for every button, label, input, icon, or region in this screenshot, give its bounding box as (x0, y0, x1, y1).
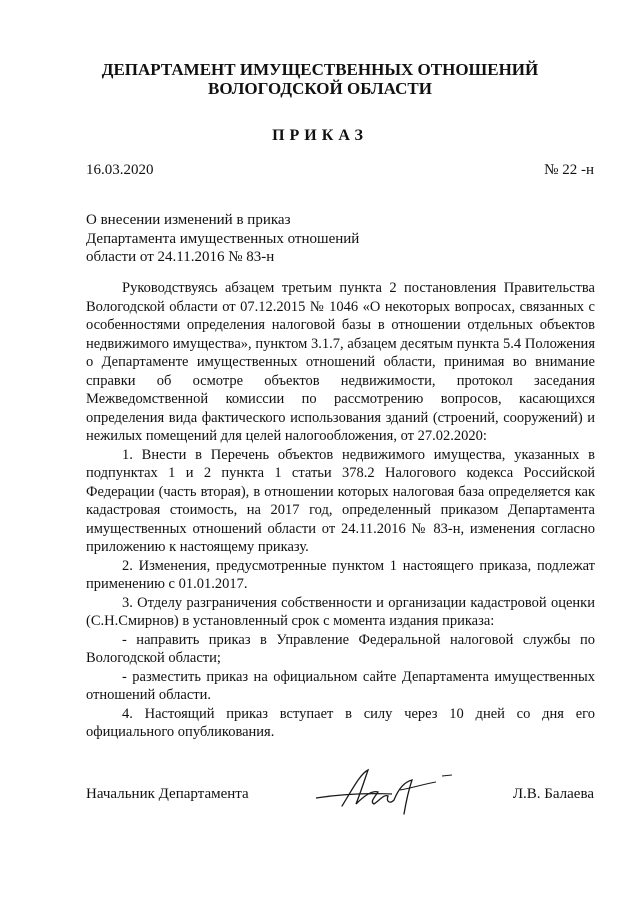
clause-3: 3. Отделу разграничения собственности и организации кадастровой оценки (С.Н.Смирнов) в установленный срок с момента издания приказа: (86, 594, 595, 629)
clause-2: 2. Изменения, предусмотренные пунктом 1 настоящего приказа, подлежат применению с 01.01.2017. (86, 557, 595, 592)
region-name: ВОЛОГОДСКОЙ ОБЛАСТИ (208, 79, 432, 98)
signatory-position: Начальник Департамента (86, 786, 249, 802)
department-name: ДЕПАРТАМЕНТ ИМУЩЕСТВЕННЫХ ОТНОШЕНИЙ (101, 60, 539, 79)
preamble-paragraph: Руководствуясь абзацем третьим пункта 2 постановления Правительства Вологодской области от 07.12.2015 № 1046 «О некоторых вопросах, связанных с особенностями определения налоговой базы в отношении отдельных объектов недвижимого имущества», пунктом 3.1.7, абзацем десятым пункта 5.4 Положения о Департаменте имущественных отношений области, принимая во внимание справки об осмотре объектов недвижимости, протокол заседания Межведомственной комиссии по рассмотрению вопросов, касающихся определения вида фактического использования зданий (строений, сооружений) и нежилых помещений для целей налогообложения, от 27.02.2020: (86, 280, 595, 444)
order-subject (86, 211, 426, 267)
order-body (86, 279, 595, 742)
subject-line: Департамента имущественных отношений (86, 230, 360, 247)
signatory-name: Л.В. Балаева (512, 786, 594, 802)
clause-3-item-2: - разместить приказ на официальном сайте Департамента имущественных отношений области. (86, 668, 595, 703)
handwritten-signature (312, 760, 462, 820)
department-header (0, 60, 640, 98)
order-title: ПРИКАЗ (272, 127, 368, 144)
clause-1: 1. Внести в Перечень объектов недвижимого имущества, указанных в подпунктах 1 и 2 пункта 1 статьи 378.2 Налогового кодекса Российской Федерации (часть вторая), в отношении которых налоговая база определяется как кадастровая стоимость, на 2017 год, определенный приказом Департамента имущественных отношений области от 24.11.2016 № 83-н, изменения согласно приложению к настоящему приказу. (86, 446, 595, 555)
clause-3-item-1: - направить приказ в Управление Федеральной налоговой службы по Вологодской области; (86, 631, 595, 666)
clause-4: 4. Настоящий приказ вступает в силу через 10 дней со дня его официального опубликования. (86, 705, 595, 740)
subject-line: области от 24.11.2016 № 83-н (86, 249, 275, 265)
order-date: 16.03.2020 (86, 162, 154, 178)
order-number: № 22 -н (544, 162, 594, 178)
subject-line: О внесении изменений в приказ (86, 212, 291, 228)
